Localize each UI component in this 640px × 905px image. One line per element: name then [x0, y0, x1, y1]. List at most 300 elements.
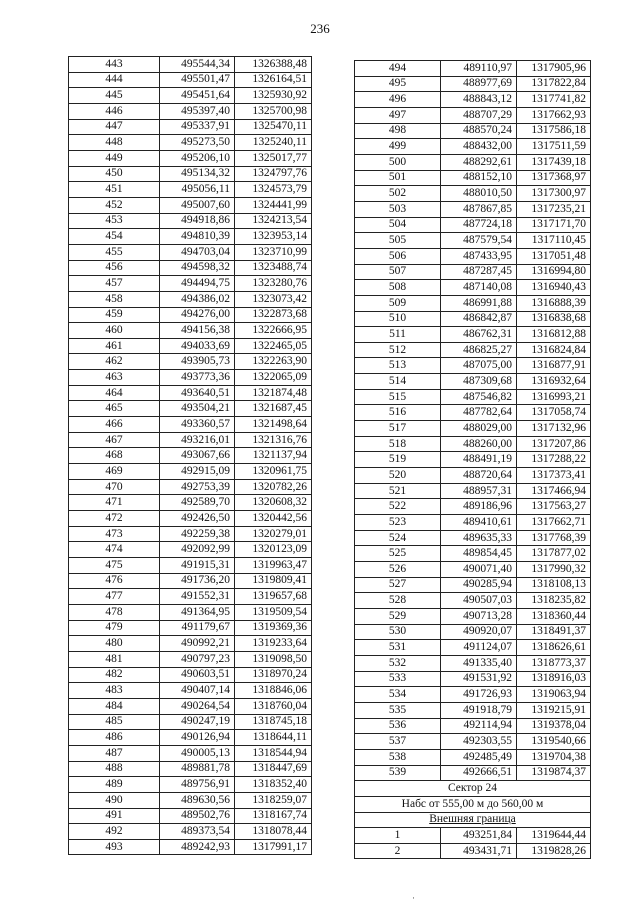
- coordinate-x: 486842,87: [441, 311, 517, 327]
- table-row: [355, 483, 591, 499]
- coordinate-y: 1322065,09: [235, 370, 312, 386]
- point-number: 452: [69, 197, 160, 213]
- coordinate-x: 491736,20: [160, 573, 235, 589]
- table-row: [69, 479, 312, 495]
- coordinate-y: 1317051,48: [517, 248, 591, 264]
- point-number: 520: [355, 468, 441, 484]
- coordinate-y: 1319063,94: [517, 687, 591, 703]
- table-row: [355, 593, 591, 609]
- coordinate-y: 1318447,69: [235, 761, 312, 777]
- table-row: [355, 499, 591, 515]
- coordinate-x: 493504,21: [160, 401, 235, 417]
- coordinate-y: 1318745,18: [235, 714, 312, 730]
- coordinate-x: 495451,64: [160, 88, 235, 104]
- point-number: 503: [355, 201, 441, 217]
- table-row: [355, 468, 591, 484]
- table-row: [355, 624, 591, 640]
- coordinate-y: 1318644,11: [235, 730, 312, 746]
- coordinate-x: 494918,86: [160, 213, 235, 229]
- coordinate-y: 1316888,39: [517, 295, 591, 311]
- coordinate-x: 488029,00: [441, 421, 517, 437]
- point-number: 474: [69, 542, 160, 558]
- coordinate-y: 1322465,05: [235, 338, 312, 354]
- coordinate-x: 487782,64: [441, 405, 517, 421]
- point-number: 496: [355, 92, 441, 108]
- table-row: [355, 734, 591, 750]
- table-row: [69, 323, 312, 339]
- coordinate-x: 491179,67: [160, 620, 235, 636]
- point-number: 538: [355, 749, 441, 765]
- coordinate-x: 487579,54: [441, 233, 517, 249]
- table-row: [69, 777, 312, 793]
- table-row: [355, 640, 591, 656]
- point-number: 495: [355, 76, 441, 92]
- table-row: [69, 683, 312, 699]
- coordinate-x: 487724,18: [441, 217, 517, 233]
- coordinate-x: 488491,19: [441, 452, 517, 468]
- point-number: 476: [69, 573, 160, 589]
- point-number: 514: [355, 374, 441, 390]
- table-row: [69, 432, 312, 448]
- point-number: 445: [69, 88, 160, 104]
- coordinate-y: 1317235,21: [517, 201, 591, 217]
- coordinate-y: 1320782,26: [235, 479, 312, 495]
- table-row: [69, 244, 312, 260]
- coordinate-x: 495273,50: [160, 135, 235, 151]
- coordinate-y: 1318916,03: [517, 671, 591, 687]
- point-number: 446: [69, 103, 160, 119]
- coordinate-x: 490992,21: [160, 636, 235, 652]
- table-row: [355, 201, 591, 217]
- coordinate-x: 488010,50: [441, 186, 517, 202]
- coordinate-x: 490920,07: [441, 624, 517, 640]
- coordinate-x: 493773,36: [160, 370, 235, 386]
- point-number: 492: [69, 824, 160, 840]
- coordinate-y: 1323280,76: [235, 276, 312, 292]
- point-number: 485: [69, 714, 160, 730]
- coordinate-y: 1316932,64: [517, 374, 591, 390]
- point-number: 509: [355, 295, 441, 311]
- coordinate-x: 495056,11: [160, 182, 235, 198]
- point-number: 513: [355, 358, 441, 374]
- point-number: 459: [69, 307, 160, 323]
- point-number: 493: [69, 839, 160, 855]
- point-number: 488: [69, 761, 160, 777]
- coordinate-y: 1320442,56: [235, 511, 312, 527]
- point-number: 487: [69, 745, 160, 761]
- coordinate-x: 494810,39: [160, 229, 235, 245]
- point-number: 454: [69, 229, 160, 245]
- coordinate-x: 492915,09: [160, 464, 235, 480]
- coordinate-x: 489410,61: [441, 515, 517, 531]
- point-number: 453: [69, 213, 160, 229]
- point-number: 516: [355, 405, 441, 421]
- table-row: [69, 182, 312, 198]
- coordinate-y: 1325470,11: [235, 119, 312, 135]
- table-row: [355, 765, 591, 781]
- point-number: 466: [69, 417, 160, 433]
- coordinate-y: 1323488,74: [235, 260, 312, 276]
- point-number: 463: [69, 370, 160, 386]
- table-row: [69, 213, 312, 229]
- coordinate-x: 486825,27: [441, 342, 517, 358]
- coordinate-y: 1321498,64: [235, 417, 312, 433]
- coordinate-y: 1320608,32: [235, 495, 312, 511]
- coordinate-y: 1317877,02: [517, 546, 591, 562]
- coordinate-x: 489110,97: [441, 61, 517, 77]
- table-row: [69, 495, 312, 511]
- point-number: 539: [355, 765, 441, 781]
- sector-coordinates-body: [355, 828, 591, 859]
- table-row: [355, 139, 591, 155]
- point-number: 478: [69, 604, 160, 620]
- point-number: 526: [355, 562, 441, 578]
- table-row: [69, 197, 312, 213]
- coordinate-x: 488152,10: [441, 170, 517, 186]
- coordinate-y: 1318846,06: [235, 683, 312, 699]
- sector-title: Сектор 24: [355, 781, 591, 797]
- point-number: 481: [69, 651, 160, 667]
- table-row: [69, 558, 312, 574]
- coordinate-x: 495206,10: [160, 150, 235, 166]
- point-number: 464: [69, 385, 160, 401]
- table-row: [69, 229, 312, 245]
- table-row: [69, 338, 312, 354]
- point-number: 444: [69, 72, 160, 88]
- coordinate-y: 1318626,61: [517, 640, 591, 656]
- coordinate-x: 490603,51: [160, 667, 235, 683]
- table-row: [69, 636, 312, 652]
- point-number: 455: [69, 244, 160, 260]
- coordinate-y: 1325700,98: [235, 103, 312, 119]
- coordinate-y: 1317058,74: [517, 405, 591, 421]
- coordinate-x: 492666,51: [441, 765, 517, 781]
- table-row: [69, 72, 312, 88]
- table-row: [355, 452, 591, 468]
- point-number: 530: [355, 624, 441, 640]
- coordinate-y: 1317511,59: [517, 139, 591, 155]
- table-row: [355, 421, 591, 437]
- table-row: [355, 264, 591, 280]
- coordinates-table-right-body: [355, 61, 591, 781]
- coordinate-x: 492753,39: [160, 479, 235, 495]
- coordinate-x: 493431,71: [441, 843, 517, 859]
- coordinate-x: 491915,31: [160, 558, 235, 574]
- coordinate-y: 1319233,64: [235, 636, 312, 652]
- point-number: 460: [69, 323, 160, 339]
- point-number: 523: [355, 515, 441, 531]
- coordinate-y: 1317905,96: [517, 61, 591, 77]
- coordinate-y: 1317662,93: [517, 107, 591, 123]
- table-row: [355, 170, 591, 186]
- table-row: [355, 233, 591, 249]
- point-number: 472: [69, 511, 160, 527]
- point-number: 506: [355, 248, 441, 264]
- coordinate-y: 1319509,54: [235, 604, 312, 620]
- coordinate-y: 1317741,82: [517, 92, 591, 108]
- coordinate-x: 492092,99: [160, 542, 235, 558]
- sector-title-row: [355, 781, 591, 797]
- coordinate-y: 1317662,71: [517, 515, 591, 531]
- table-row: [355, 530, 591, 546]
- table-row: [355, 342, 591, 358]
- coordinate-y: 1319657,68: [235, 589, 312, 605]
- table-row: [69, 88, 312, 104]
- table-row: [355, 671, 591, 687]
- table-row: [355, 718, 591, 734]
- coordinate-x: 489854,45: [441, 546, 517, 562]
- table-row: [69, 808, 312, 824]
- point-number: 490: [69, 792, 160, 808]
- coordinate-y: 1318235,82: [517, 593, 591, 609]
- table-row: [69, 448, 312, 464]
- point-number: 525: [355, 546, 441, 562]
- coordinate-y: 1318970,24: [235, 667, 312, 683]
- point-number: 512: [355, 342, 441, 358]
- table-row: [355, 295, 591, 311]
- table-row: [69, 526, 312, 542]
- table-row: [355, 186, 591, 202]
- coordinate-y: 1316877,91: [517, 358, 591, 374]
- coordinate-x: 488957,31: [441, 483, 517, 499]
- coordinate-y: 1320123,09: [235, 542, 312, 558]
- point-number: 515: [355, 389, 441, 405]
- point-number: 533: [355, 671, 441, 687]
- coordinate-y: 1318544,94: [235, 745, 312, 761]
- coordinate-y: 1317207,86: [517, 436, 591, 452]
- coordinate-y: 1323073,42: [235, 291, 312, 307]
- table-row: [69, 667, 312, 683]
- table-row: [69, 761, 312, 777]
- point-number: 489: [69, 777, 160, 793]
- coordinate-x: 494494,75: [160, 276, 235, 292]
- table-row: [69, 620, 312, 636]
- coordinate-x: 488977,69: [441, 76, 517, 92]
- coordinate-y: 1317368,97: [517, 170, 591, 186]
- coordinate-y: 1319874,37: [517, 765, 591, 781]
- point-number: 473: [69, 526, 160, 542]
- coordinate-x: 489756,91: [160, 777, 235, 793]
- coordinate-x: 489242,93: [160, 839, 235, 855]
- table-row: [69, 604, 312, 620]
- point-number: 534: [355, 687, 441, 703]
- point-number: 527: [355, 577, 441, 593]
- point-number: 491: [69, 808, 160, 824]
- coordinate-x: 495397,40: [160, 103, 235, 119]
- point-number: 498: [355, 123, 441, 139]
- point-number: 500: [355, 154, 441, 170]
- table-row: [69, 103, 312, 119]
- table-row: [355, 608, 591, 624]
- sector-height-range: Набс от 555,00 м до 560,00 м: [355, 796, 591, 812]
- point-number: 457: [69, 276, 160, 292]
- coordinate-y: 1316940,43: [517, 280, 591, 296]
- coordinate-y: 1324441,99: [235, 197, 312, 213]
- table-row: [69, 698, 312, 714]
- coordinate-y: 1324797,76: [235, 166, 312, 182]
- point-number: 456: [69, 260, 160, 276]
- coordinate-x: 488843,12: [441, 92, 517, 108]
- point-number: 536: [355, 718, 441, 734]
- coordinate-x: 488292,61: [441, 154, 517, 170]
- coordinate-x: 490071,40: [441, 562, 517, 578]
- point-number: 524: [355, 530, 441, 546]
- point-number: 529: [355, 608, 441, 624]
- coordinate-x: 489630,56: [160, 792, 235, 808]
- point-number: 486: [69, 730, 160, 746]
- point-number: 522: [355, 499, 441, 515]
- coordinate-y: 1317563,27: [517, 499, 591, 515]
- table-row: [69, 511, 312, 527]
- point-number: 479: [69, 620, 160, 636]
- coordinate-x: 488260,00: [441, 436, 517, 452]
- table-row: [355, 843, 591, 859]
- coordinate-x: 493640,51: [160, 385, 235, 401]
- table-row: [355, 405, 591, 421]
- table-row: [69, 135, 312, 151]
- coordinate-y: 1318760,04: [235, 698, 312, 714]
- coordinate-x: 490247,19: [160, 714, 235, 730]
- point-number: 480: [69, 636, 160, 652]
- coordinate-x: 488432,00: [441, 139, 517, 155]
- coordinate-y: 1323710,99: [235, 244, 312, 260]
- point-number: 508: [355, 280, 441, 296]
- coordinate-x: 492114,94: [441, 718, 517, 734]
- table-row: [355, 515, 591, 531]
- coordinate-x: 490797,23: [160, 651, 235, 667]
- coordinate-x: 493905,73: [160, 354, 235, 370]
- point-number: 507: [355, 264, 441, 280]
- coordinate-x: 491364,95: [160, 604, 235, 620]
- coordinate-y: 1318491,37: [517, 624, 591, 640]
- table-row: [69, 370, 312, 386]
- table-row: [355, 248, 591, 264]
- sector-height-row: [355, 796, 591, 812]
- coordinate-y: 1318167,74: [235, 808, 312, 824]
- coordinate-y: 1319704,38: [517, 749, 591, 765]
- coordinate-y: 1317288,22: [517, 452, 591, 468]
- point-number: 467: [69, 432, 160, 448]
- table-row: [355, 280, 591, 296]
- coordinate-x: 493251,84: [441, 828, 517, 844]
- sector-boundary-label: [355, 812, 591, 828]
- point-number: 483: [69, 683, 160, 699]
- coordinate-y: 1317466,94: [517, 483, 591, 499]
- coordinate-y: 1318773,37: [517, 655, 591, 671]
- coordinate-y: 1320279,01: [235, 526, 312, 542]
- coordinate-x: 487433,95: [441, 248, 517, 264]
- point-number: 499: [355, 139, 441, 155]
- table-row: [69, 307, 312, 323]
- coordinate-x: 494033,69: [160, 338, 235, 354]
- table-row: [355, 687, 591, 703]
- coordinate-y: 1324573,79: [235, 182, 312, 198]
- coordinate-y: 1325930,92: [235, 88, 312, 104]
- coordinate-y: 1326388,48: [235, 57, 312, 73]
- table-row: [355, 61, 591, 77]
- coordinate-x: 491124,07: [441, 640, 517, 656]
- point-number: 484: [69, 698, 160, 714]
- point-number: 501: [355, 170, 441, 186]
- coordinate-y: 1324213,54: [235, 213, 312, 229]
- point-number: 2: [355, 843, 441, 859]
- coordinates-table-left-body: [69, 57, 312, 855]
- coordinate-y: 1319644,44: [517, 828, 591, 844]
- coordinate-x: 490407,14: [160, 683, 235, 699]
- table-row: [69, 464, 312, 480]
- coordinate-x: 495134,32: [160, 166, 235, 182]
- coordinates-table-left: [68, 56, 312, 855]
- point-number: 504: [355, 217, 441, 233]
- coordinate-x: 489635,33: [441, 530, 517, 546]
- coordinate-x: 487075,00: [441, 358, 517, 374]
- coordinate-y: 1319809,41: [235, 573, 312, 589]
- point-number: 468: [69, 448, 160, 464]
- point-number: 511: [355, 327, 441, 343]
- scan-speck: ·: [412, 893, 415, 903]
- point-number: 502: [355, 186, 441, 202]
- table-row: [355, 546, 591, 562]
- coordinate-x: 491552,31: [160, 589, 235, 605]
- coordinate-x: 487140,08: [441, 280, 517, 296]
- page-number: 236: [310, 21, 330, 36]
- coordinate-x: 486762,31: [441, 327, 517, 343]
- table-row: [69, 651, 312, 667]
- coordinate-y: 1317300,97: [517, 186, 591, 202]
- point-number: 462: [69, 354, 160, 370]
- coordinate-y: 1321316,76: [235, 432, 312, 448]
- table-row: [69, 542, 312, 558]
- coordinate-y: 1316812,88: [517, 327, 591, 343]
- coordinate-x: 492485,49: [441, 749, 517, 765]
- coordinate-y: 1317586,18: [517, 123, 591, 139]
- coordinate-x: 487287,45: [441, 264, 517, 280]
- coordinate-y: 1318352,40: [235, 777, 312, 793]
- point-number: 477: [69, 589, 160, 605]
- table-row: [69, 824, 312, 840]
- coordinate-x: 495501,47: [160, 72, 235, 88]
- table-row: [69, 260, 312, 276]
- coordinate-x: 494276,00: [160, 307, 235, 323]
- coordinate-y: 1318078,44: [235, 824, 312, 840]
- point-number: 471: [69, 495, 160, 511]
- coordinate-y: 1321874,48: [235, 385, 312, 401]
- table-row: [69, 792, 312, 808]
- table-row: [355, 123, 591, 139]
- table-row: [355, 577, 591, 593]
- table-row: [355, 655, 591, 671]
- table-row: [69, 839, 312, 855]
- coordinates-table-right: [354, 60, 591, 859]
- table-row: [69, 573, 312, 589]
- coordinate-y: 1322666,95: [235, 323, 312, 339]
- coordinate-y: 1317110,45: [517, 233, 591, 249]
- coordinate-x: 490264,54: [160, 698, 235, 714]
- point-number: 531: [355, 640, 441, 656]
- coordinate-x: 488707,29: [441, 107, 517, 123]
- point-number: 470: [69, 479, 160, 495]
- point-number: 458: [69, 291, 160, 307]
- table-row: [355, 92, 591, 108]
- coordinate-y: 1317439,18: [517, 154, 591, 170]
- coordinate-x: 492303,55: [441, 734, 517, 750]
- coordinate-y: 1317768,39: [517, 530, 591, 546]
- coordinate-y: 1321687,45: [235, 401, 312, 417]
- table-row: [355, 562, 591, 578]
- coordinate-y: 1317822,84: [517, 76, 591, 92]
- table-row: [355, 107, 591, 123]
- coordinate-y: 1316838,68: [517, 311, 591, 327]
